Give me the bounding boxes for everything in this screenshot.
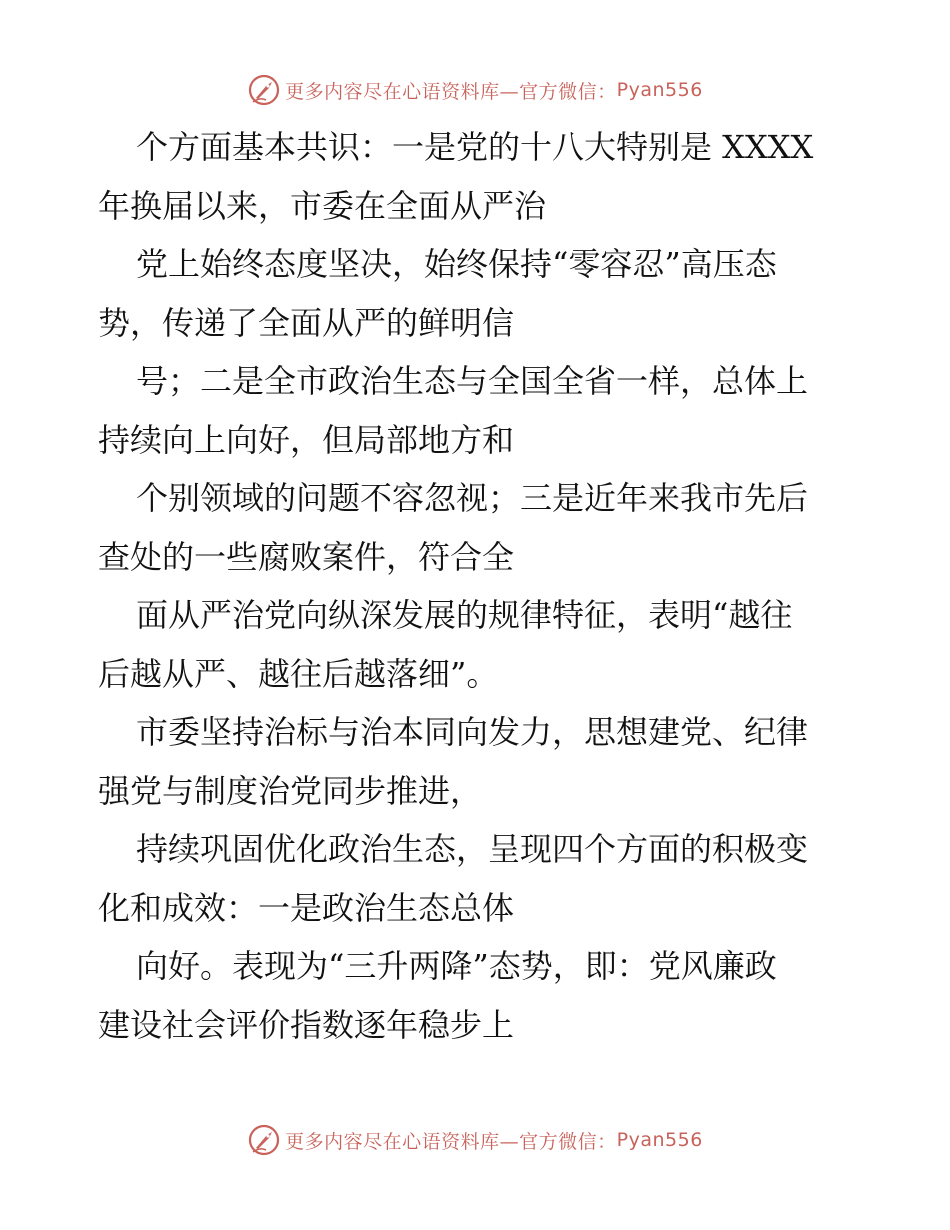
text-line: 面从严治党向纵深发展的规律特征，表明“越往	[136, 596, 793, 634]
text-line: 年换届以来，市委在全面从严治	[98, 186, 547, 225]
red-pen-nib-icon	[247, 1123, 281, 1157]
text-line: 化和成效：一是政治生态总体	[98, 888, 515, 927]
watermark-text: 更多内容尽在心语资料库—官方微信：	[285, 80, 617, 103]
text-line: 持续巩固优化政治生态，呈现四个方面的积极变	[136, 830, 809, 868]
text-line: 号；二是全市政治生态与全国全省一样，总体上	[136, 362, 809, 400]
watermark-id: Pyan556	[616, 1129, 703, 1151]
text-line: 查处的一些腐败案件，符合全	[98, 537, 515, 576]
text-line: 后越从严、越往后越落细”。	[98, 654, 499, 693]
footer-watermark	[0, 1120, 950, 1160]
text-line: 个方面基本共识：一是党的十八大特别是 XXXX	[136, 128, 814, 166]
text-line: 个别领域的问题不容忽视；三是近年来我市先后	[136, 479, 809, 517]
text-line: 势，传递了全面从严的鲜明信	[98, 303, 515, 342]
text-line: 持续向上向好，但局部地方和	[98, 420, 515, 459]
document-body	[98, 118, 858, 1054]
text-line: 党上始终态度坚决，始终保持“零容忍”高压态	[136, 245, 777, 283]
watermark-text: 更多内容尽在心语资料库—官方微信：	[285, 1130, 617, 1153]
text-line: 强党与制度治党同步推进，	[98, 771, 483, 810]
text-line: 向好。表现为“三升两降”态势，即：党风廉政	[136, 947, 777, 985]
watermark-id: Pyan556	[616, 79, 703, 101]
text-line: 市委坚持治标与治本同向发力，思想建党、纪律	[136, 713, 809, 751]
header-watermark	[0, 70, 950, 110]
red-pen-nib-icon	[247, 73, 281, 107]
text-line: 建设社会评价指数逐年稳步上	[98, 1005, 515, 1044]
